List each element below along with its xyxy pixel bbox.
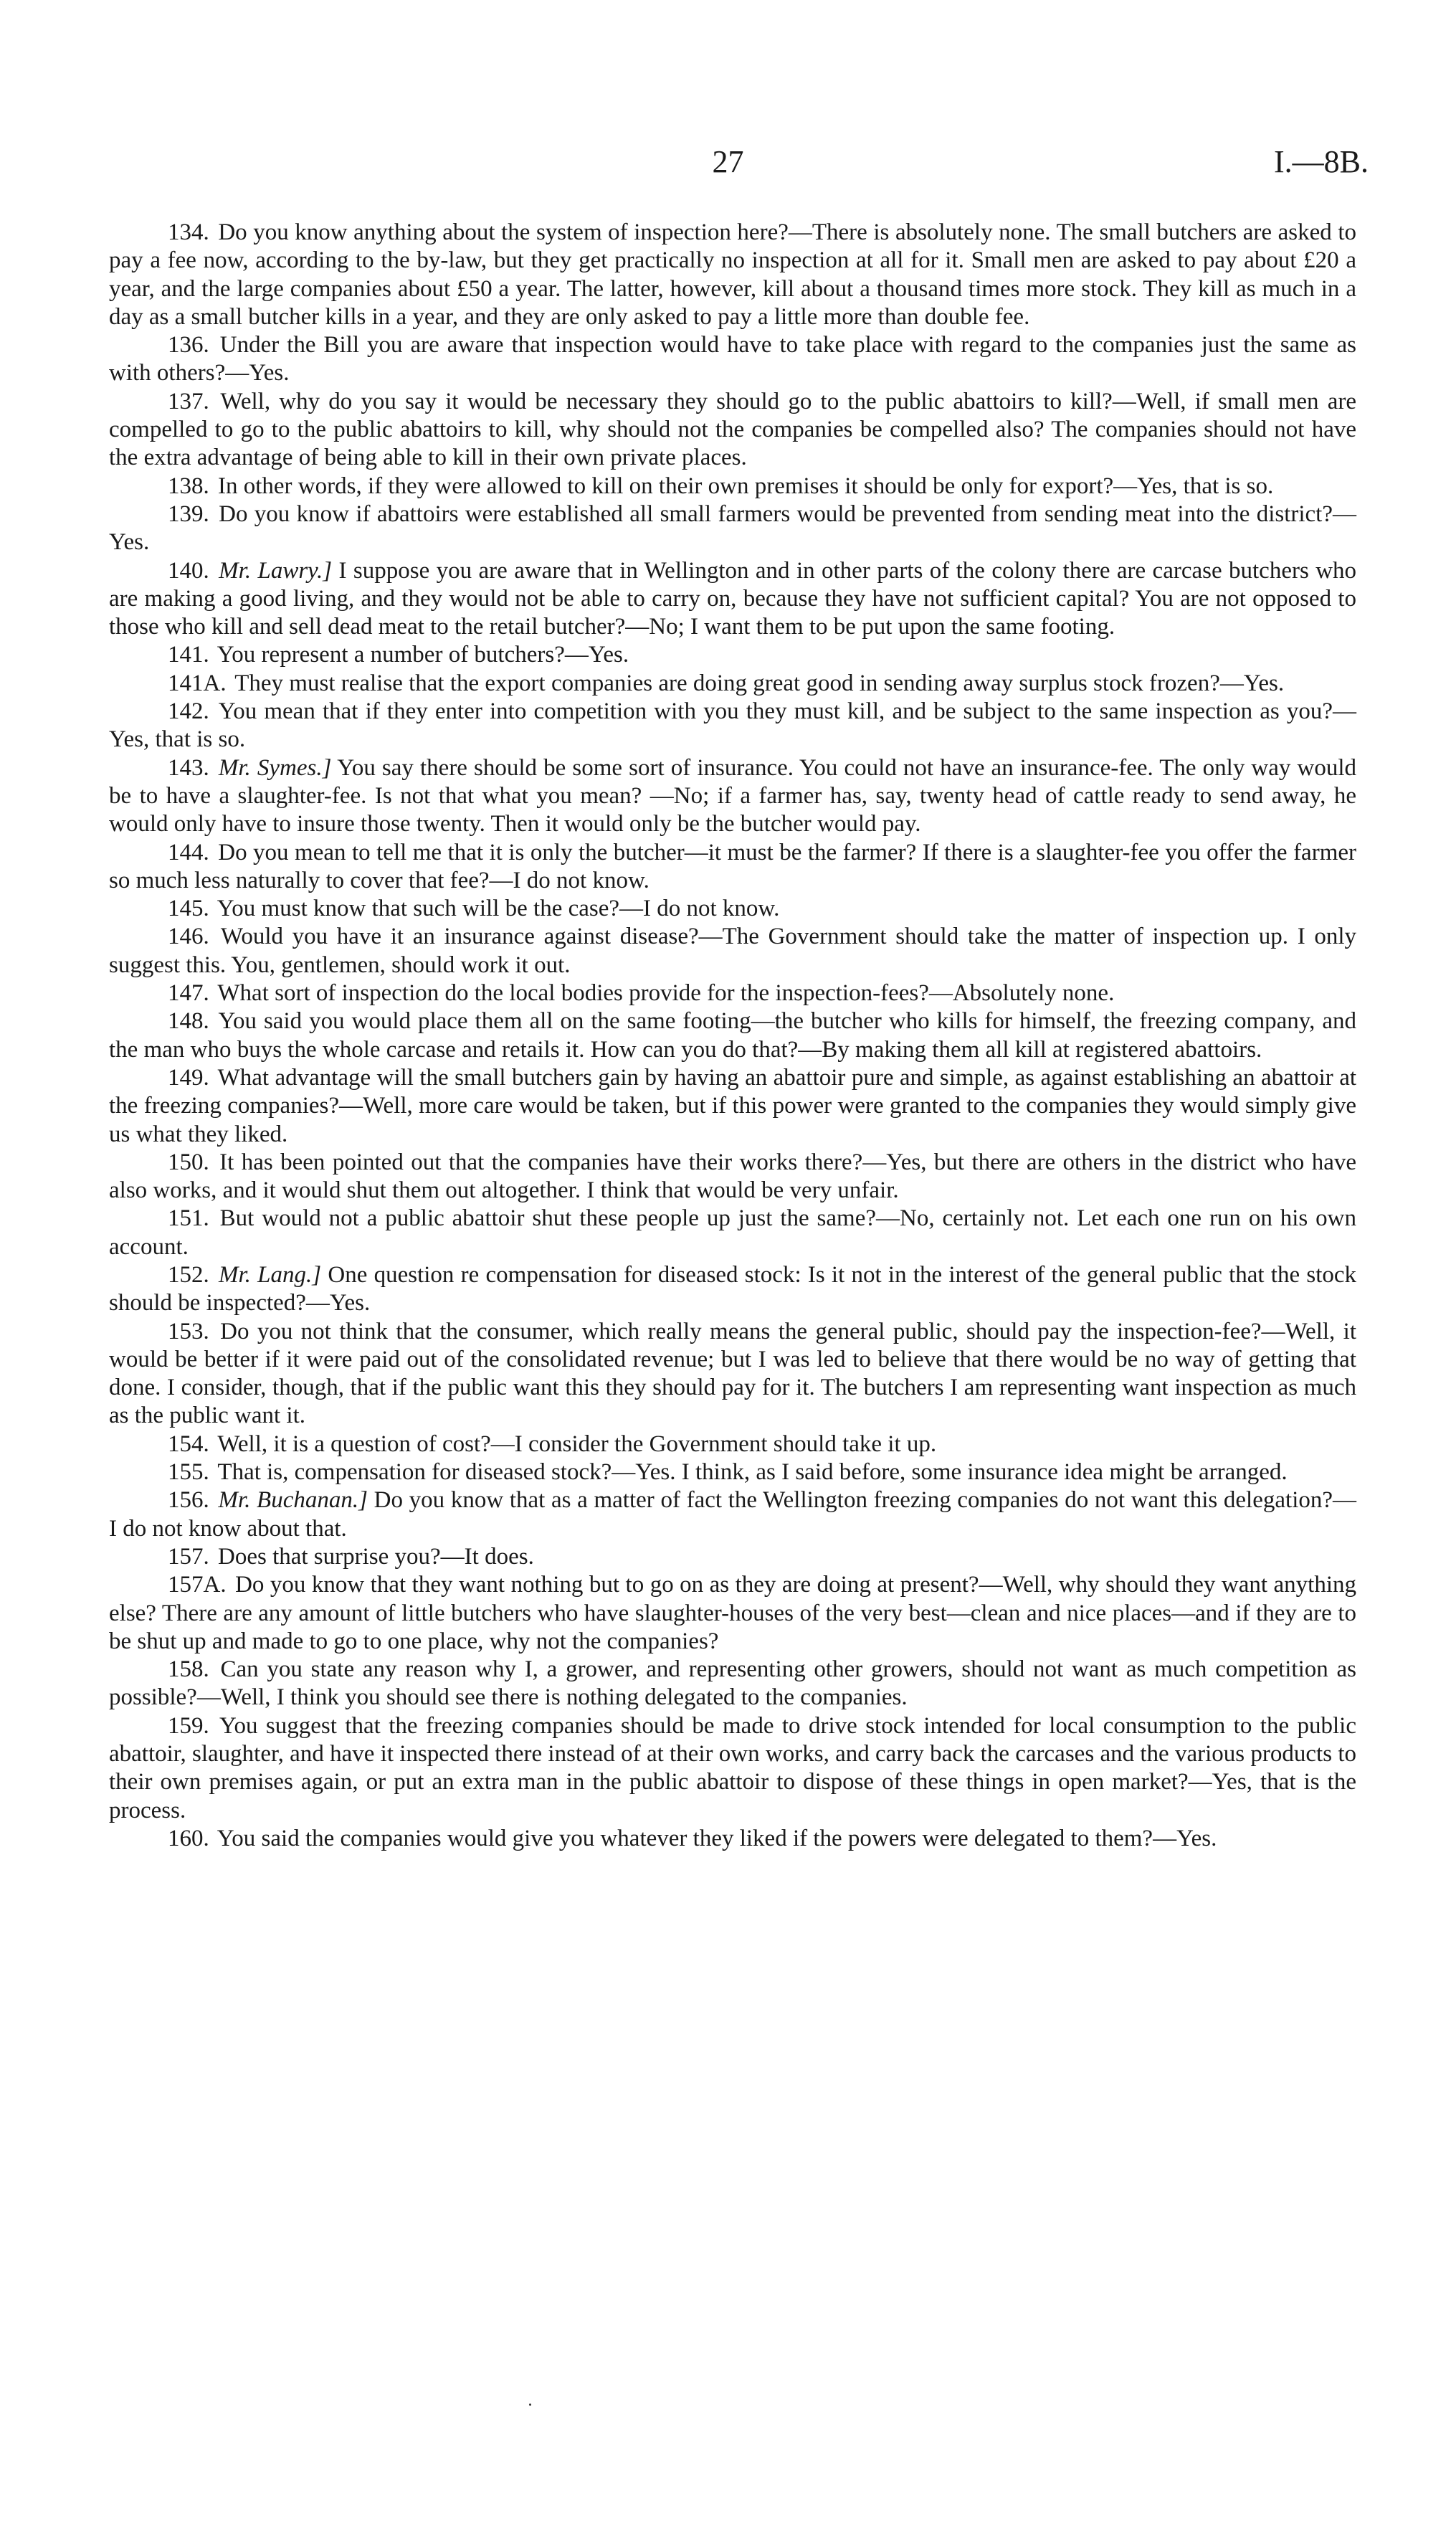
question-answer-text: Do you know if abattoirs were established all small farmers would be prevented from sending meat into the district?—Yes. [109, 500, 1356, 556]
question-answer-text: Well, why do you say it would be necessary they should go to the public abattoirs to kill?—Well, if small men are compelled to go to the public abattoirs to kill, why should not the companies be compelled also? The companies should not have the extra advantage of being able to kill in their own private places. [109, 388, 1356, 471]
question-number: 147. [168, 980, 209, 1007]
question-answer-text: You said the companies would give you whatever they liked if the powers were delegated to them?—Yes. [217, 1825, 1217, 1851]
question-number: 158. [168, 1656, 209, 1683]
question-number: 155. [168, 1459, 209, 1486]
evidence-paragraph [109, 1458, 1356, 1486]
question-answer-text: Can you state any reason why I, a grower, and representing other growers, should not want as much competition as possible?—Well, I think you should see there is nothing delegated to the companies. [109, 1656, 1356, 1711]
page-number: 27 [712, 144, 744, 179]
question-answer-text: In other words, if they were allowed to kill on their own premises it should be only for export?—Yes, that is so. [218, 473, 1274, 499]
evidence-paragraph [109, 473, 1356, 500]
evidence-paragraph [109, 388, 1356, 473]
question-number: 148. [168, 1008, 209, 1035]
question-answer-text: You must know that such will be the case?—I do not know. [217, 896, 780, 922]
speaker-name: Mr. Lang.] [219, 1261, 322, 1288]
question-number: 156. [168, 1487, 209, 1514]
question-number: 142. [168, 698, 209, 725]
question-number: 143. [168, 754, 209, 781]
evidence-paragraph [109, 557, 1356, 642]
question-answer-text: You said you would place them all on the same footing—the butcher who kills for himself, the freezing company, and the man who buys the whole carcase and retails it. How can you do that?—By making them all kill at registered abattoirs. [109, 1008, 1356, 1063]
evidence-paragraph [109, 1431, 1356, 1458]
question-answer-text: Do you know that as a matter of fact the Wellington freezing companies do not want this delegation?—I do not know about that. [109, 1487, 1357, 1542]
question-answer-text: I suppose you are aware that in Wellington and in other parts of the colony there are carcase butchers who are making a good living, and they would not be able to carry on, because they have not sufficient capital? You are not opposed to those who kill and sell dead meat to the retail butcher?—No; I want them to be put upon the same footing. [109, 557, 1357, 640]
question-number: 138. [168, 473, 209, 499]
evidence-paragraph [109, 1486, 1356, 1543]
evidence-paragraph [109, 1656, 1356, 1712]
question-number: 141. [168, 642, 209, 668]
evidence-text [109, 219, 1356, 1853]
question-number: 141A. [168, 670, 227, 696]
question-number: 139. [168, 500, 209, 527]
document-reference: I.—8B. [1274, 144, 1369, 179]
question-answer-text: That is, compensation for diseased stock?—Yes. I think, as I said before, some insurance idea might be arranged. [217, 1459, 1288, 1486]
evidence-paragraph [109, 979, 1356, 1007]
question-number: 157A. [168, 1572, 227, 1598]
question-answer-text: What sort of inspection do the local bodies provide for the inspection-fees?—Absolutely none. [217, 980, 1115, 1007]
evidence-paragraph [109, 839, 1356, 896]
question-answer-text: You say there should be some sort of insurance. You could not have an insurance-fee. The only way would be to have a slaughter-fee. Is not that what you mean? —No; if a farmer has, say, twenty head of cattle ready to send away, he would only have to insure those twenty. Then it would only be the butcher would pay. [109, 754, 1356, 838]
question-answer-text: But would not a public abattoir shut these people up just the same?—No, certainly not. Let each one run on his own account. [109, 1205, 1356, 1260]
question-answer-text: Do you know anything about the system of inspection here?—There is absolutely none. The small butchers are asked to pay a fee now, according to the by-law, but they get practically no inspection at all for it. Small men are asked to pay about £20 a year, and the large companies about £50 a year. The latter, however, kill about a thousand times more stock. They kill as much in a day as a small butcher kills in a year, and they are only asked to pay a little more than double fee. [109, 219, 1356, 330]
evidence-paragraph [109, 1825, 1356, 1853]
question-number: 154. [168, 1431, 209, 1457]
question-number: 137. [168, 388, 209, 414]
question-answer-text: Under the Bill you are aware that inspection would have to take place with regard to the companies just the same as with others?—Yes. [109, 332, 1356, 386]
question-number: 151. [168, 1205, 209, 1232]
question-number: 153. [168, 1318, 209, 1344]
evidence-paragraph [109, 1712, 1356, 1825]
question-answer-text: Do you know that they want nothing but to go on as they are doing at present?—Well, why should they want anything else? There are any amount of little butchers who have slaughter-houses of the very best—clean and nice places—and if they are to be shut up and made to go to one place, why not the companies? [109, 1572, 1356, 1654]
question-answer-text: You mean that if they enter into competition with you they must kill, and be subject to the same inspection as you?—Yes, that is so. [109, 698, 1357, 753]
print-speck [529, 2404, 531, 2406]
question-answer-text: It has been pointed out that the companies have their works there?—Yes, but there are others in the district who have also works, and it would shut them out altogether. I think that would be very unfair. [109, 1149, 1357, 1204]
evidence-paragraph [109, 1149, 1356, 1205]
question-number: 160. [168, 1825, 209, 1851]
question-answer-text: You suggest that the freezing companies should be made to drive stock intended for local consumption to the public abattoir, slaughter, and have it inspected there instead of at their own works, and carry back the carcases and the various products to their own premises again, or put an extra man in the public abattoir to dispose of these things in open market?—Yes, that is the process. [109, 1712, 1356, 1823]
evidence-paragraph [109, 895, 1356, 923]
question-number: 144. [168, 839, 209, 865]
speaker-name: Mr. Buchanan.] [218, 1487, 368, 1514]
question-number: 149. [168, 1064, 209, 1091]
evidence-paragraph [109, 670, 1356, 698]
evidence-paragraph [109, 641, 1356, 669]
question-answer-text: Well, it is a question of cost?—I consider the Government should take it up. [217, 1431, 937, 1457]
question-answer-text: They must realise that the export companies are doing great good in sending away surplus stock frozen?—Yes. [234, 670, 1285, 696]
question-number: 145. [168, 896, 209, 922]
evidence-paragraph [109, 1261, 1356, 1318]
evidence-paragraph [109, 500, 1356, 557]
question-number: 134. [168, 219, 209, 245]
evidence-paragraph [109, 1571, 1356, 1656]
question-number: 150. [168, 1149, 209, 1175]
speaker-name: Mr. Symes.] [218, 754, 332, 781]
evidence-paragraph [109, 1318, 1356, 1431]
question-number: 159. [168, 1712, 209, 1739]
question-answer-text: One question re compensation for diseased stock: Is it not in the interest of the general public that the stock should be inspected?—Yes. [109, 1261, 1357, 1316]
evidence-paragraph [109, 1543, 1356, 1571]
question-answer-text: Do you not think that the consumer, which really means the general public, should pay the inspection-fee?—Well, it would be better if it were paid out of the consolidated revenue; but I was led to believe that there would be no way of getting that done. I consider, though, that if the public want this they should pay for it. The butchers I am representing want inspection as much as the public want it. [109, 1318, 1356, 1429]
evidence-paragraph [109, 219, 1356, 331]
question-number: 136. [168, 332, 209, 359]
evidence-paragraph [109, 1007, 1356, 1064]
question-answer-text: Would you have it an insurance against disease?—The Government should take the matter of inspection up. I only suggest this. You, gentlemen, should work it out. [109, 924, 1356, 978]
evidence-paragraph [109, 1205, 1356, 1261]
question-answer-text: You represent a number of butchers?—Yes. [217, 642, 629, 668]
question-number: 146. [168, 924, 209, 950]
question-number: 152. [168, 1261, 209, 1288]
question-number: 157. [168, 1543, 209, 1570]
question-number: 140. [168, 557, 209, 584]
evidence-paragraph [109, 331, 1356, 388]
speaker-name: Mr. Lawry.] [219, 557, 333, 584]
evidence-paragraph [109, 754, 1356, 839]
evidence-paragraph [109, 698, 1356, 754]
evidence-paragraph [109, 1064, 1356, 1149]
question-answer-text: Do you mean to tell me that it is only the butcher—it must be the farmer? If there is a slaughter-fee you offer the farmer so much less naturally to cover that fee?—I do not know. [109, 839, 1356, 893]
question-answer-text: What advantage will the small butchers gain by having an abattoir pure and simple, as against establishing an abattoir at the freezing companies?—Well, more care would be taken, but if this power were granted to the companies they would simply give us what they liked. [109, 1064, 1357, 1147]
evidence-paragraph [109, 923, 1356, 979]
question-answer-text: Does that surprise you?—It does. [218, 1543, 534, 1570]
